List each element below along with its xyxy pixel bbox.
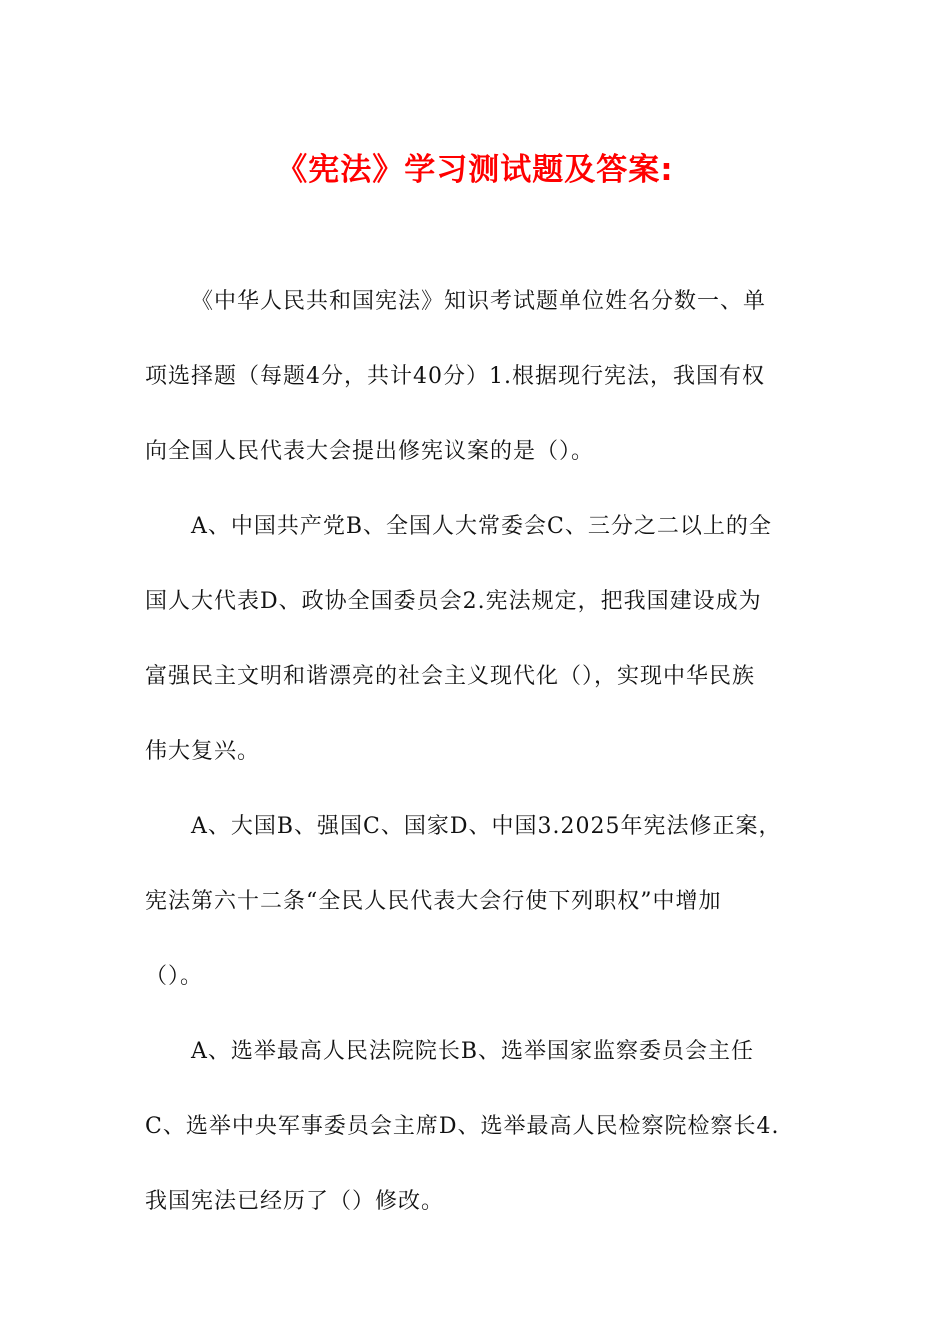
text-line: 伟大复兴。: [145, 739, 261, 764]
document-title: 《宪法》学习测试题及答案:: [276, 152, 674, 188]
text-line: 国人大代表D、政协全国委员会2.宪法规定，把我国建设成为: [145, 589, 762, 614]
text-line: 宪法第六十二条“全民人民代表大会行使下列职权”中增加: [145, 889, 722, 914]
text-line: A、中国共产党B、全国人大常委会C、三分之二以上的全: [191, 514, 772, 539]
text-line: 我国宪法已经历了（）修改。: [145, 1189, 445, 1214]
text-line: A、大国B、强国C、国家D、中国3.2025年宪法修正案，: [191, 814, 782, 839]
text-line: 项选择题（每题4分，共计40分）1.根据现行宪法，我国有权: [145, 364, 765, 389]
document-body: [145, 283, 805, 1258]
text-line: （）。: [145, 964, 204, 989]
text-line: 富强民主文明和谐漂亮的社会主义现代化（），实现中华民族: [145, 664, 756, 689]
text-line: C、选举中央军事委员会主席D、选举最高人民检察院检察长4.: [145, 1114, 780, 1139]
text-line: A、选举最高人民法院院长B、选举国家监察委员会主任: [191, 1039, 755, 1064]
text-line: 《中华人民共和国宪法》知识考试题单位姓名分数一、单: [191, 289, 767, 314]
text-line: 向全国人民代表大会提出修宪议案的是（）。: [145, 439, 595, 464]
